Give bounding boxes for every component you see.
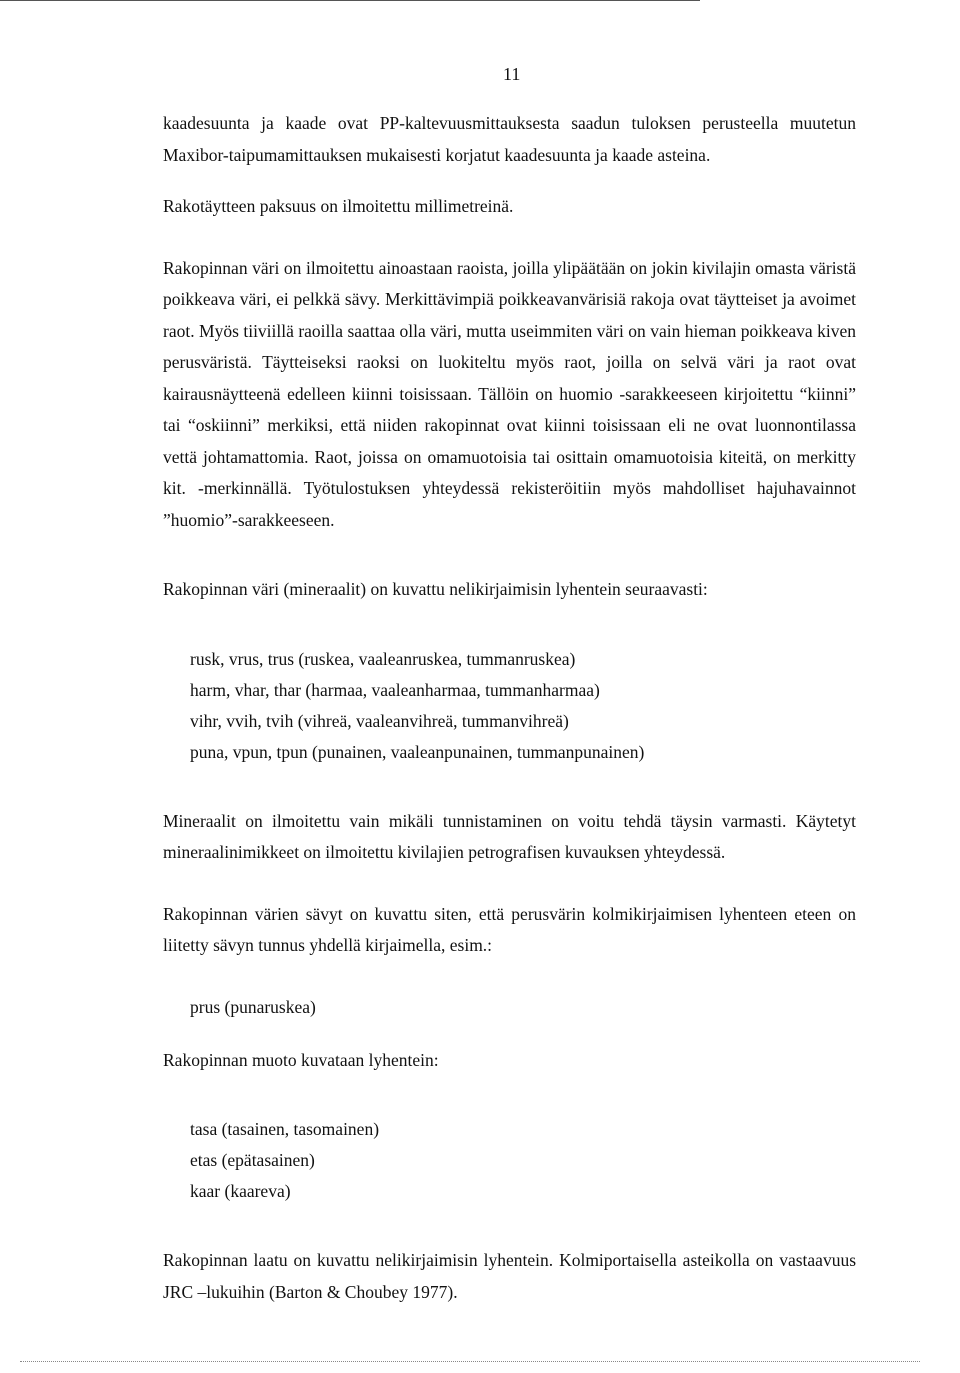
list-item: vihr, vvih, tvih (vihreä, vaaleanvihreä, tummanvihreä) [190,710,569,731]
top-page-edge-line [0,0,700,1]
paragraph-shape-intro: Rakopinnan muoto kuvataan lyhentein: [163,1049,439,1070]
document-body [163,108,856,1308]
shape-abbreviation-list [163,1114,856,1207]
paragraph-surface-quality: Rakopinnan laatu on kuvattu nelikirjaimisin lyhentein. Kolmiportaisella asteikolla on vastaavuus JRC –lukuihin (Barton & Choubey 1977). [163,1250,856,1302]
list-item: prus (punaruskea) [190,996,316,1017]
paragraph-minerals-note: Mineraalit on ilmoitettu vain mikäli tunnistaminen on voitu tehdä täysin varmasti. Käytetyt mineraalinimikkeet on ilmoitettu kivilajien petrografisen kuvauksen yhteydessä. [163,810,856,862]
paragraph-mineral-abbreviations-intro: Rakopinnan väri (mineraalit) on kuvattu nelikirjaimisin lyhentein seuraavasti: [163,579,708,599]
list-item: rusk, vrus, trus (ruskea, vaaleanruskea, tummanruskea) [190,648,576,669]
list-item: harm, vhar, thar (harmaa, vaaleanharmaa, tummanharmaa) [190,679,600,700]
list-item: kaar (kaareva) [190,1181,291,1201]
shade-example-list [163,992,856,1023]
list-item: puna, vpun, tpun (punainen, vaaleanpunainen, tummanpunainen) [190,741,645,762]
paragraph-fill-thickness: Rakotäytteen paksuus on ilmoitettu millimetreinä. [163,196,514,216]
list-item: tasa (tasainen, tasomainen) [190,1119,380,1139]
paragraph-dip-direction: kaadesuunta ja kaade ovat PP-kaltevuusmittauksesta saadun tuloksen perusteella muutetun Maxibor-taipumamittauksen mukaisesti korjatut kaadesuunta ja kaade asteina. [163,113,856,165]
paragraph-fracture-color: Rakopinnan väri on ilmoitettu ainoastaan raoista, joilla ylipäätään on jokin kivilajin omasta väristä poikkeava väri, ei pelkkä sävy. Merkittävimpiä poikkeavanvärisiä rakoja ovat täytteiset ja avoimet raot. Myös tiiviillä raoilla saattaa olla väri, mutta useimmiten väri on vain hieman poikkeava kiven perusväristä. Täytteiseksi raoksi on luokiteltu myös raot, joilla on selvä väri ja raot ovat kairausnäytteenä edelleen kiinni toisissaan. Tällöin on huomio -sarakkeeseen kirjoitettu “kiinni” tai “oskiinni” merkiksi, että niiden rakopinnat ovat kiinni toisissaan eli ne ovat luonnontilassa vettä johtamattomia. Raot, joissa on omamuotoisia tai osittain omamuotoisia kiteitä, on merkitty kit. -merkinnällä. Työtulostuksen yhteydessä rekisteröitiin myös mahdolliset hajuhavainnot ”huomio”-sarakkeeseen. [163,257,856,530]
page-number: 11 [503,64,521,84]
bottom-page-edge-line [20,1361,920,1362]
color-abbreviation-list [163,644,856,768]
list-item: etas (epätasainen) [190,1150,315,1170]
paragraph-shade-intro: Rakopinnan värien sävyt on kuvattu siten, että perusvärin kolmikirjaimisen lyhenteen eteen on liitetty sävyn tunnus yhdellä kirjaimella, esim.: [163,903,856,955]
